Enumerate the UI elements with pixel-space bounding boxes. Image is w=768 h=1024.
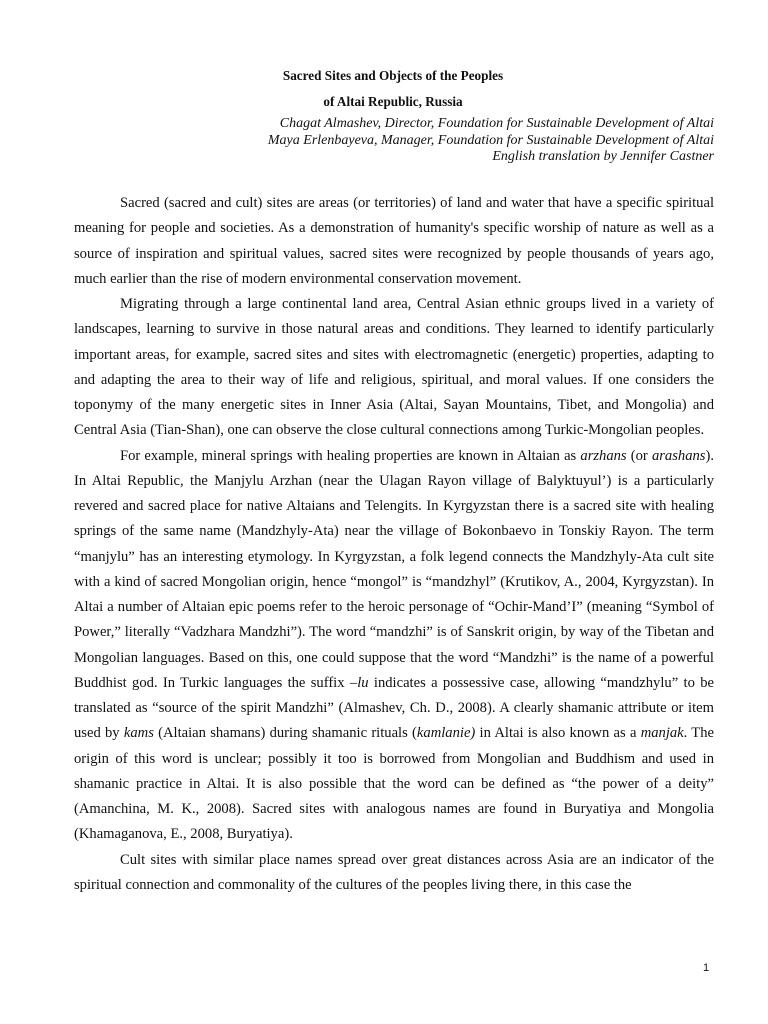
- paragraph-1: Sacred (sacred and cult) sites are areas (or territories) of land and water that have a specific spiritual meaning for people and societies. As a demonstration of humanity's specific worship of nature as well as a source of inspiration and spiritual values, sacred sites were recognized by people thousands of years ago, much earlier than the rise of modern environmental conservation movement.: [74, 195, 714, 287]
- paragraph-3: [74, 444, 714, 848]
- term-manjak: manjak: [640, 725, 684, 742]
- paragraph-3-text: For example, mineral springs with healing properties are known in Altaian as: [120, 447, 581, 464]
- term-arashans: arashans: [651, 447, 706, 464]
- term-arzhans: arzhans: [580, 447, 627, 464]
- author-block: [268, 116, 714, 166]
- paragraph-4: Cult sites with similar place names spread over great distances across Asia are an indicator of the spiritual connection and commonality of the cultures of the peoples living there, in this case the: [74, 851, 714, 893]
- translator-line: English translation by Jennifer Castner: [492, 149, 714, 165]
- author-line-1: Chagat Almashev, Director, Foundation for Sustainable Development of Altai: [279, 116, 714, 131]
- paragraph-3-text: indicates a possessive case, allowing “mandzhylu” to be translated as “source of the spirit Mandzhi” (Almashev, Ch. D., 2008). A clearly shamanic attribute or item used by: [74, 674, 714, 742]
- document-body: [74, 191, 714, 898]
- document-title-line-2: of Altai Republic, Russia: [323, 94, 463, 109]
- paragraph-3-text: ). In Altai Republic, the Manjylu Arzhan (near the Ulagan Rayon village of Balyktuyul’) is a particularly revered and sacred place for native Altaians and Telengits. In Kyrgyzstan there is a sacred site with healing springs of the same name (Mandzhyly-Ata) near the village of Bokonbaevo in Tonskiy Rayon. The term “manjylu” has an interesting etymology. In Kyrgyzstan, a folk legend connects the Mandzhyly-Ata cult site with a kind of sacred Mongolian origin, hence “mongol” is “mandzhyl” (Krutikov, A., 2004, Kyrgyzstan). In Altai a number of Altaian epic poems refer to the heroic personage of “Ochir-Mand’I” (meaning “Symbol of Power,” literally “Vadzhara Mandzhi”). The word “mandzhi” is of Sanskrit origin, by way of the Tibetan and Mongolian languages. Based on this, one could suppose that the word “Mandzhi” is the name of a powerful Buddhist god. In Turkic languages the suffix: [74, 447, 714, 691]
- paragraph-2: Migrating through a large continental land area, Central Asian ethnic groups lived in a variety of landscapes, learning to survive in those natural areas and conditions. They learned to identify particularly important areas, for example, sacred sites and sites with electromagnetic (energetic) properties, adapting to and adapting the area to their way of life and religious, spiritual, and moral values. If one considers the toponymy of the many energetic sites in Inner Asia (Altai, Sayan Mountains, Tibet, and Mongolia) and Central Asia (Tian-Shan), one can observe the close cultural connections among Turkic-Mongolian peoples.: [74, 296, 714, 439]
- paragraph-3-text: . The origin of this word is unclear; possibly it too is borrowed from Mongolian and Buddhism and used in shamanic practice in Altai. It is also possible that the word can be defined as “the power of a deity” (Amanchina, M. K., 2008). Sacred sites with analogous names are found in Buryatiya and Mongolia (Khamaganova, E., 2008, Buryatiya).: [74, 725, 714, 843]
- term-lu-suffix: –lu: [349, 674, 369, 691]
- document-title-line-1: Sacred Sites and Objects of the Peoples: [282, 68, 504, 83]
- term-kams: kams: [123, 725, 154, 742]
- paragraph-3-text: (or: [626, 447, 652, 464]
- page-number: 1: [703, 962, 710, 974]
- paragraph-3-text: in Altai is also known as a: [475, 725, 641, 742]
- author-line-2: Maya Erlenbayeva, Manager, Foundation for Sustainable Development of Altai: [267, 132, 714, 148]
- term-kamlanie: kamlanie): [416, 725, 476, 742]
- paragraph-3-text: (Altaian shamans) during shamanic rituals (: [153, 725, 417, 742]
